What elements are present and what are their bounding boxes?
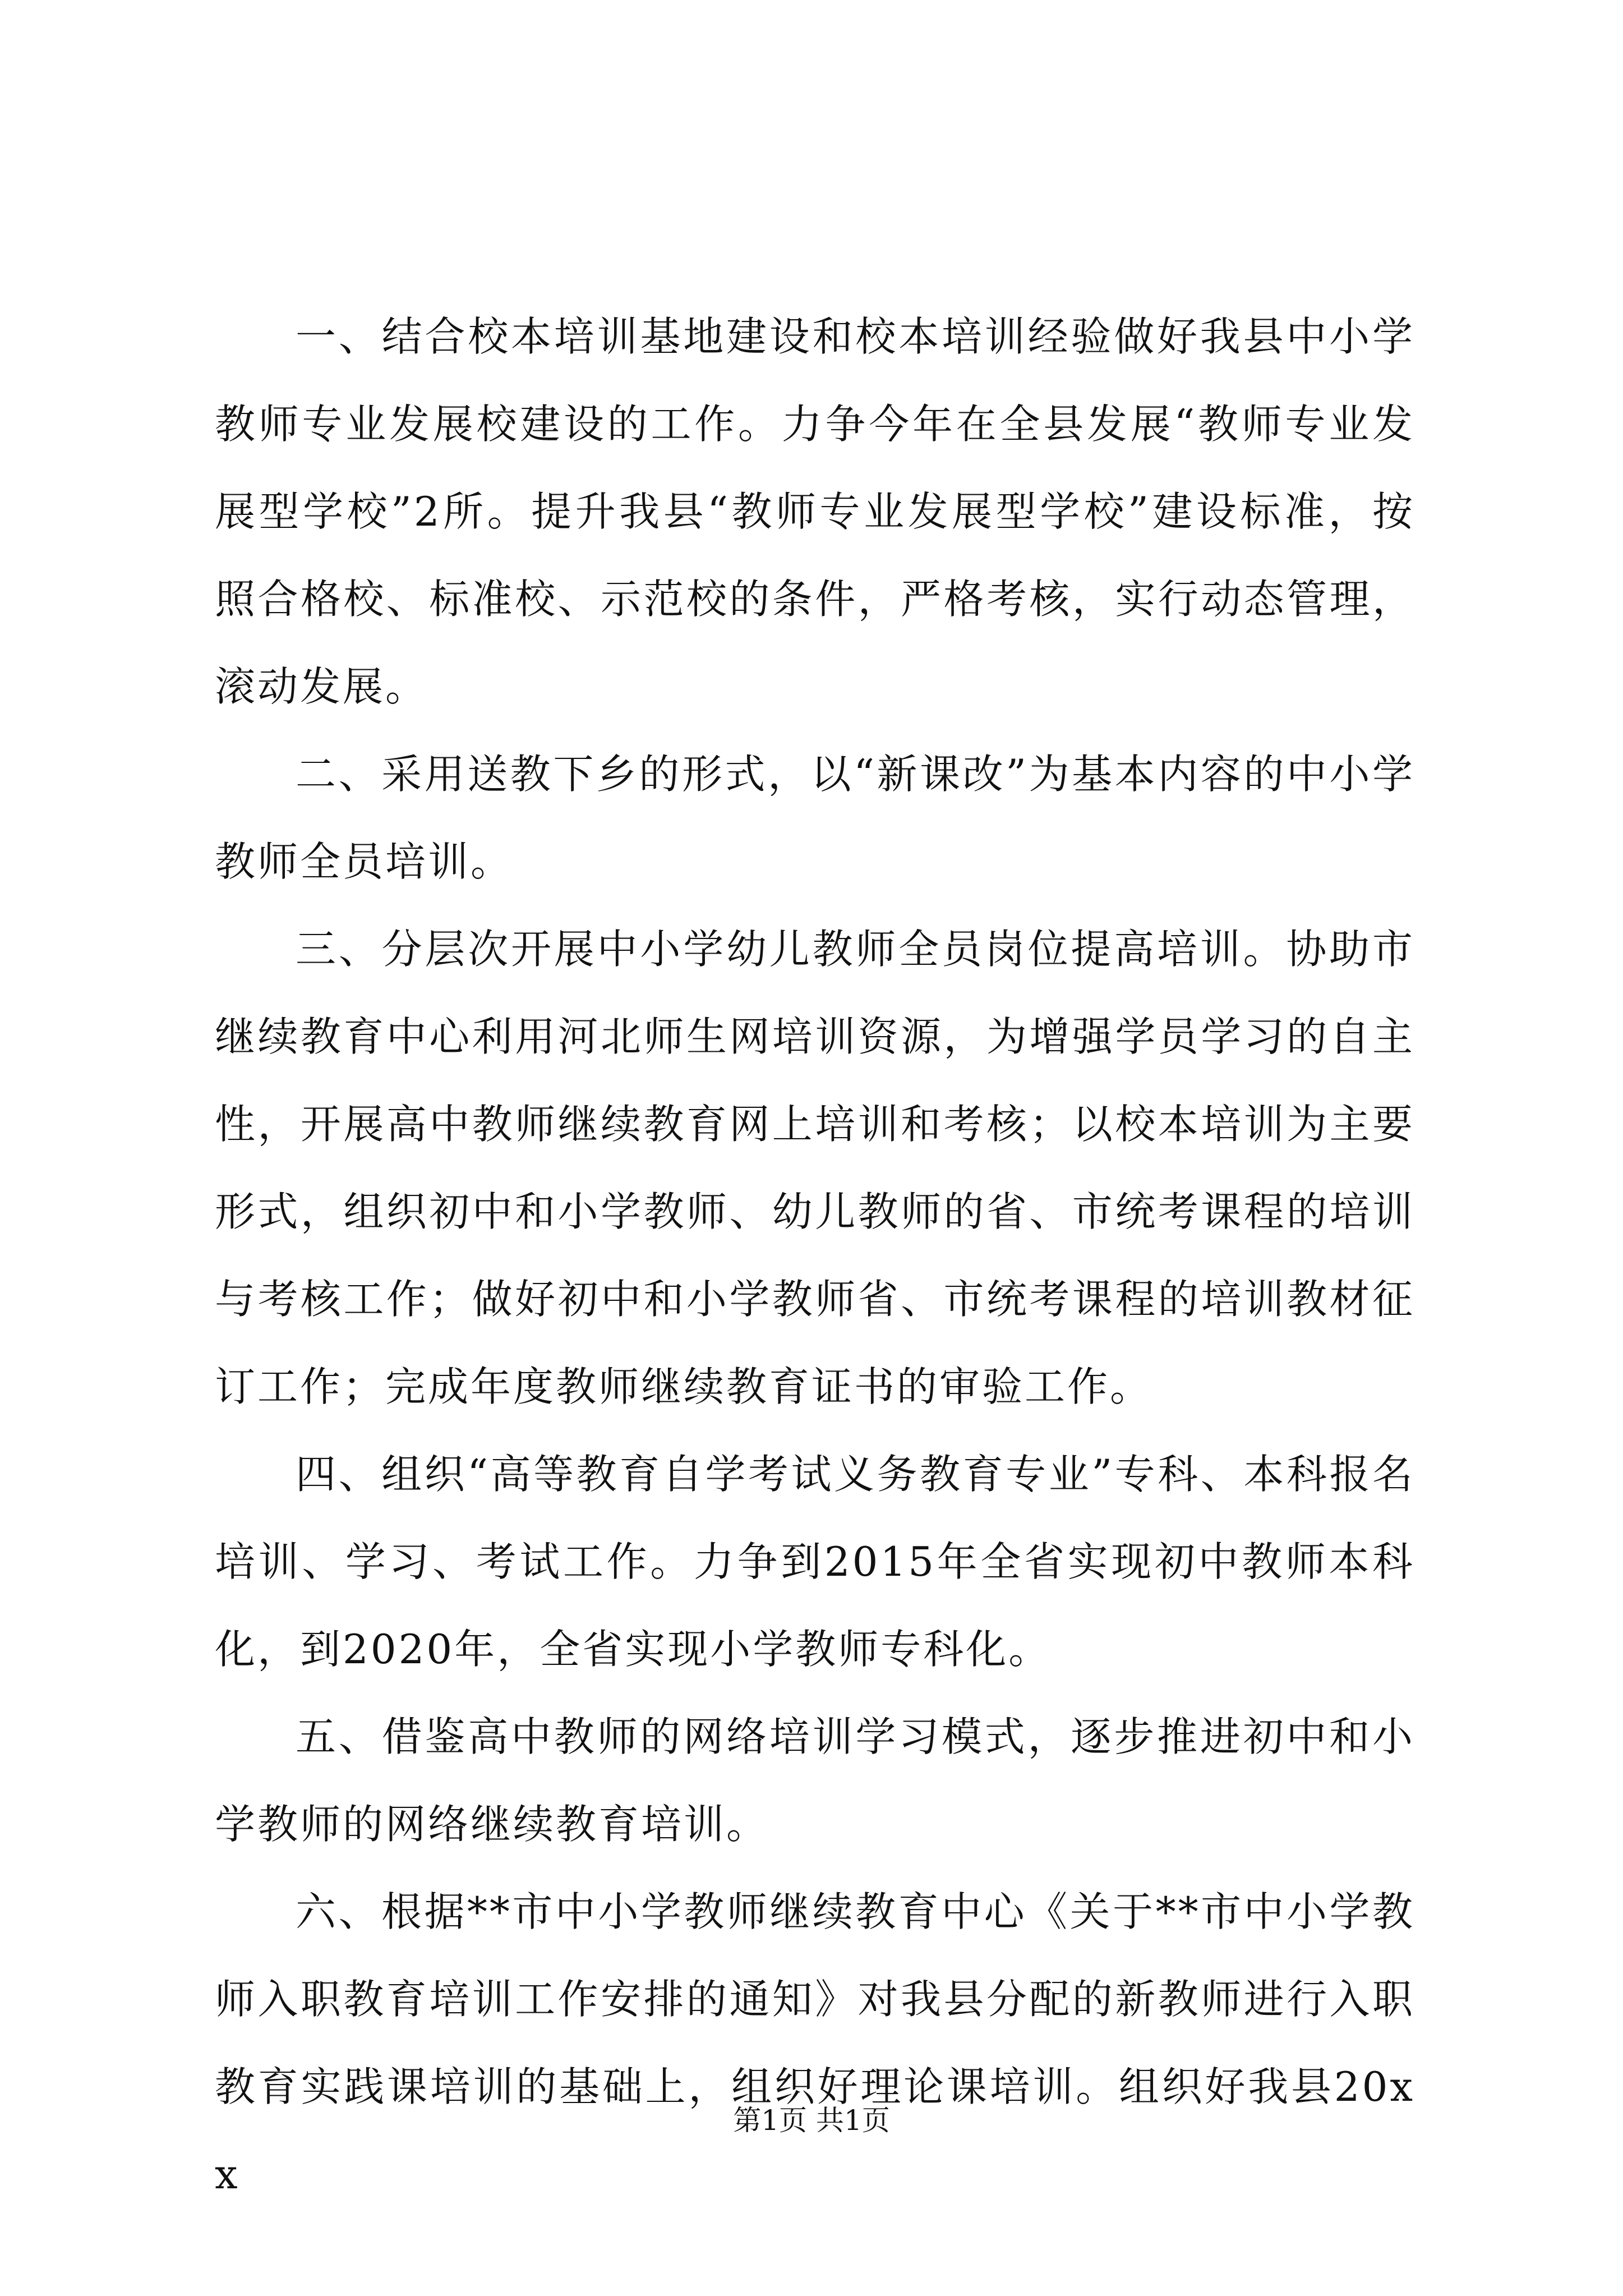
document-body <box>215 293 1415 2218</box>
paragraph-2: 二、采用送教下乡的形式，以“新课改”为基本内容的中小学教师全员培训。 <box>215 751 1415 885</box>
paragraph-1: 一、结合校本培训基地建设和校本培训经验做好我县中小学教师专业发展校建设的工作。力争今年在全县发展“教师专业发展型学校”2所。提升我县“教师专业发展型学校”建设标准，按照合格校、标准校、示范校的条件，严格考核，实行动态管理，滚动发展。 <box>215 313 1415 710</box>
paragraph-6: 六、根据**市中小学教师继续教育中心《关于**市中小学教师入职教育培训工作安排的通知》对我县分配的新教师进行入职教育实践课培训的基础上，组织好理论课培训。组织好我县20xx <box>215 1888 1415 2198</box>
paragraph-5: 五、借鉴高中教师的网络培训学习模式，逐步推进初中和小学教师的网络继续教育培训。 <box>215 1713 1415 1848</box>
page-footer: 第1页 共1页 <box>733 2104 890 2137</box>
paragraph-4: 四、组织“高等教育自学考试义务教育专业”专科、本科报名培训、学习、考试工作。力争到2015年全省实现初中教师本科化，到2020年，全省实现小学教师专科化。 <box>215 1451 1415 1673</box>
paragraph-3: 三、分层次开展中小学幼儿教师全员岗位提高培训。协助市继续教育中心利用河北师生网培训资源，为增强学员学习的自主性，开展高中教师继续教育网上培训和考核；以校本培训为主要形式，组织初中和小学教师、幼儿教师的省、市统考课程的培训与考核工作；做好初中和小学教师省、市统考课程的培训教材征订工作；完成年度教师继续教育证书的审验工作。 <box>215 926 1415 1410</box>
